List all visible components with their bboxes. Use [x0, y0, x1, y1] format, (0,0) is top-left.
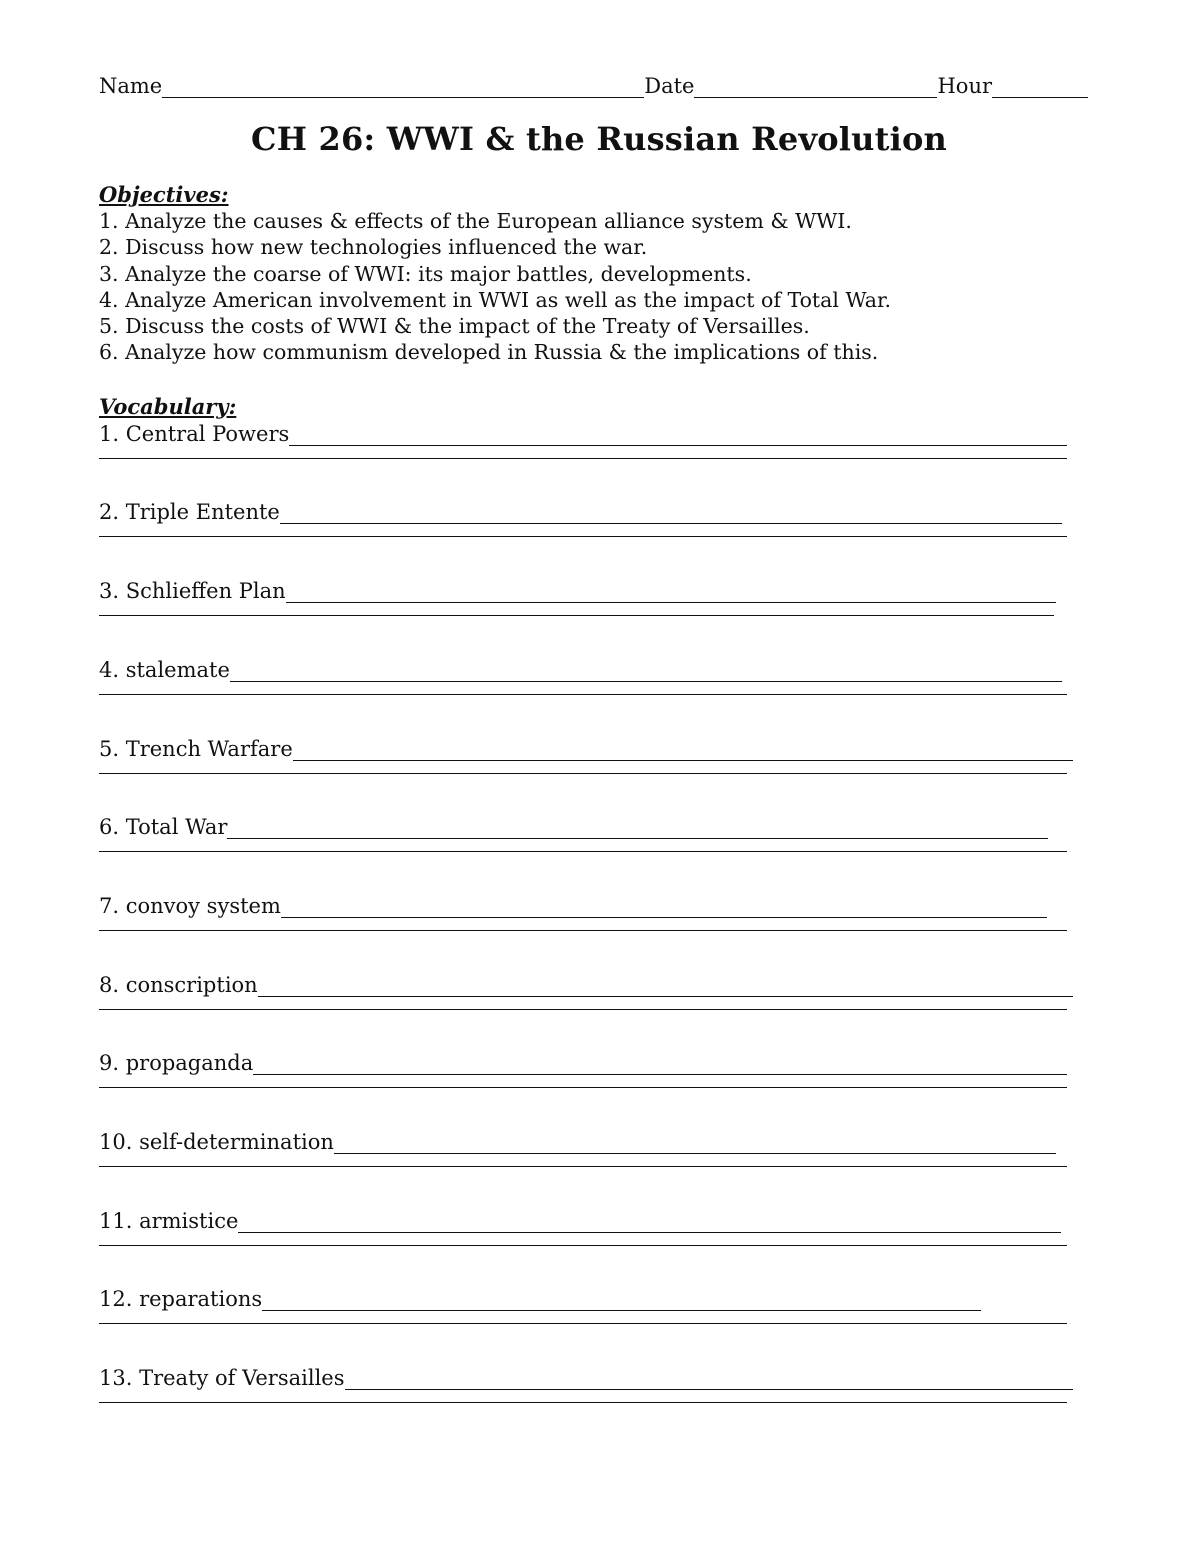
definition-blank[interactable]	[230, 661, 1062, 682]
vocab-item	[99, 735, 1099, 814]
term-line	[99, 656, 1062, 682]
vocab-term: 10. self-determination	[99, 1129, 334, 1154]
vocab-item	[99, 1285, 1099, 1364]
vocab-item	[99, 1049, 1099, 1128]
term-line	[99, 892, 1047, 918]
vocab-term: 9. propaganda	[99, 1051, 254, 1076]
definition-blank-line-2[interactable]	[99, 930, 1067, 931]
vocabulary-section	[99, 394, 1099, 1443]
hour-label: Hour	[937, 74, 993, 98]
objective-item: 5. Discuss the costs of WWI & the impact of the Treaty of Versailles.	[99, 314, 810, 339]
objective-item: 4. Analyze American involvement in WWI as well as the impact of Total War.	[99, 287, 892, 312]
definition-blank[interactable]	[280, 503, 1062, 524]
definition-blank[interactable]	[258, 976, 1073, 997]
definition-blank[interactable]	[253, 1054, 1067, 1075]
definition-blank[interactable]	[345, 1369, 1074, 1390]
objective-item: 1. Analyze the causes & effects of the European alliance system & WWI.	[99, 209, 852, 233]
name-label: Name	[99, 74, 163, 98]
term-line	[99, 971, 1073, 997]
vocab-term: 8. conscription	[99, 972, 258, 997]
definition-blank-line-2[interactable]	[99, 773, 1067, 774]
term-line	[99, 498, 1062, 524]
definition-blank[interactable]	[238, 1212, 1061, 1233]
vocab-item	[99, 577, 1099, 656]
vocab-item	[99, 1207, 1099, 1286]
definition-blank-line-2[interactable]	[99, 1087, 1067, 1088]
vocab-item	[99, 971, 1099, 1050]
definition-blank[interactable]	[227, 818, 1048, 839]
vocab-term: 1. Central Powers	[99, 421, 290, 446]
vocab-item	[99, 1128, 1099, 1207]
term-line	[99, 735, 1073, 761]
vocab-item	[99, 813, 1099, 892]
definition-blank[interactable]	[293, 740, 1073, 761]
term-line	[99, 1049, 1067, 1075]
definition-blank-line-2[interactable]	[99, 1323, 1067, 1324]
definition-blank[interactable]	[281, 897, 1047, 918]
vocab-item	[99, 656, 1099, 735]
objective-item: 2. Discuss how new technologies influenced the war.	[99, 235, 648, 260]
vocab-term: 2. Triple Entente	[99, 500, 280, 525]
vocab-item	[99, 1364, 1099, 1443]
vocab-term: 6. Total War	[99, 815, 228, 840]
vocab-term: 11. armistice	[99, 1208, 239, 1233]
term-line	[99, 420, 1067, 446]
objective-item: 3. Analyze the coarse of WWI: its major battles, developments.	[99, 261, 752, 286]
worksheet-page	[99, 70, 1099, 1443]
page-title: CH 26: WWI & the Russian Revolution	[251, 120, 947, 158]
vocab-term: 4. stalemate	[99, 657, 230, 682]
hour-blank[interactable]	[992, 77, 1088, 98]
definition-blank-line-2[interactable]	[99, 1166, 1067, 1167]
term-line	[99, 577, 1056, 603]
term-line	[99, 1364, 1073, 1390]
vocab-item	[99, 498, 1099, 577]
vocab-item	[99, 892, 1099, 971]
definition-blank[interactable]	[286, 582, 1056, 603]
objective-item: 6. Analyze how communism developed in Russia & the implications of this.	[99, 340, 879, 365]
term-line	[99, 813, 1048, 839]
definition-blank-line-2[interactable]	[99, 615, 1054, 616]
student-info-row	[99, 70, 1099, 98]
vocab-term: 5. Trench Warfare	[99, 736, 293, 761]
term-line	[99, 1128, 1056, 1154]
vocabulary-heading: Vocabulary:	[99, 393, 237, 419]
definition-blank-line-2[interactable]	[99, 1402, 1067, 1403]
objectives-list	[99, 208, 1099, 366]
objectives-heading: Objectives:	[99, 182, 229, 207]
date-label: Date	[644, 74, 695, 98]
definition-blank-line-2[interactable]	[99, 536, 1067, 537]
vocab-term: 3. Schlieffen Plan	[99, 579, 286, 604]
definition-blank-line-2[interactable]	[99, 1245, 1067, 1246]
definition-blank[interactable]	[262, 1290, 981, 1311]
vocab-item	[99, 420, 1099, 499]
term-line	[99, 1285, 981, 1311]
date-blank[interactable]	[694, 77, 937, 98]
definition-blank[interactable]	[289, 425, 1067, 446]
definition-blank-line-2[interactable]	[99, 694, 1067, 695]
name-blank[interactable]	[162, 77, 644, 98]
definition-blank-line-2[interactable]	[99, 1009, 1067, 1010]
vocab-term: 13. Treaty of Versailles	[99, 1366, 345, 1391]
vocab-term: 7. convoy system	[99, 893, 281, 918]
objectives-section	[99, 182, 1099, 366]
definition-blank-line-2[interactable]	[99, 851, 1067, 852]
definition-blank[interactable]	[334, 1133, 1056, 1154]
term-line	[99, 1207, 1061, 1233]
vocab-term: 12. reparations	[99, 1287, 263, 1312]
definition-blank-line-2[interactable]	[99, 458, 1067, 459]
